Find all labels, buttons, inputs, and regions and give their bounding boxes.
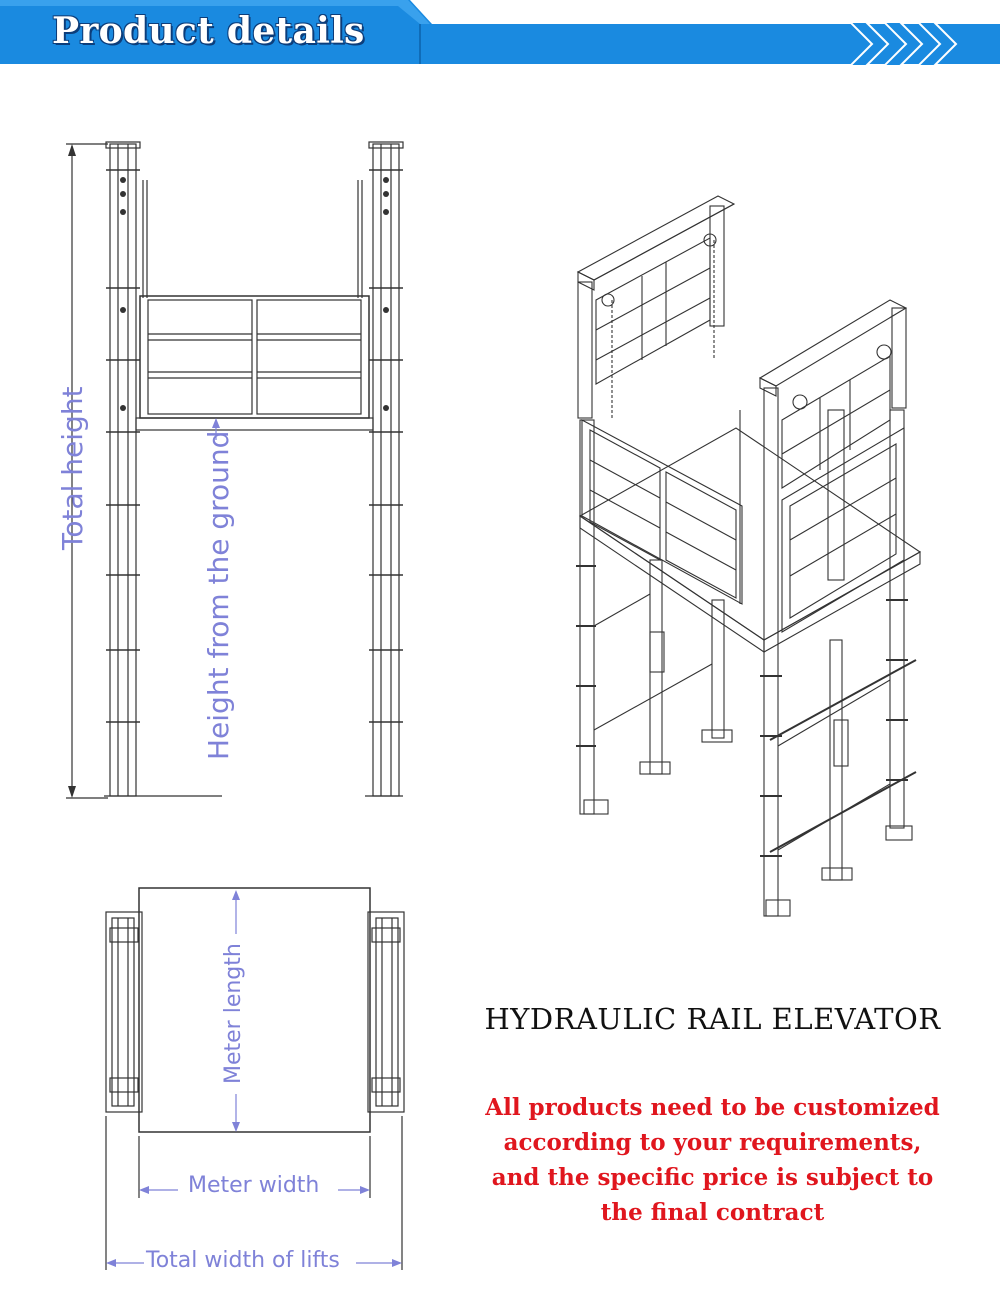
notice-line: and the specific price is subject to xyxy=(491,1164,934,1191)
total-height-label: Total height xyxy=(56,386,89,550)
product-title: HYDRAULIC RAIL ELEVATOR xyxy=(484,1002,941,1036)
notice-line: the final contract xyxy=(600,1199,825,1226)
header-title: Product details xyxy=(52,10,365,52)
isometric-elevator-drawing xyxy=(576,196,920,916)
notice-line: according to your requirements, xyxy=(503,1129,922,1156)
notice-line: All products need to be customized xyxy=(485,1094,940,1121)
meter-width-label: Meter width xyxy=(188,1173,320,1198)
front-elevation-drawing xyxy=(104,142,403,796)
total-width-label: Total width of lifts xyxy=(146,1248,340,1273)
customization-notice xyxy=(445,1090,980,1230)
ground-height-label: Height from the ground xyxy=(202,430,235,760)
plan-view-drawing xyxy=(106,888,404,1132)
meter-length-label: Meter length xyxy=(221,943,246,1084)
